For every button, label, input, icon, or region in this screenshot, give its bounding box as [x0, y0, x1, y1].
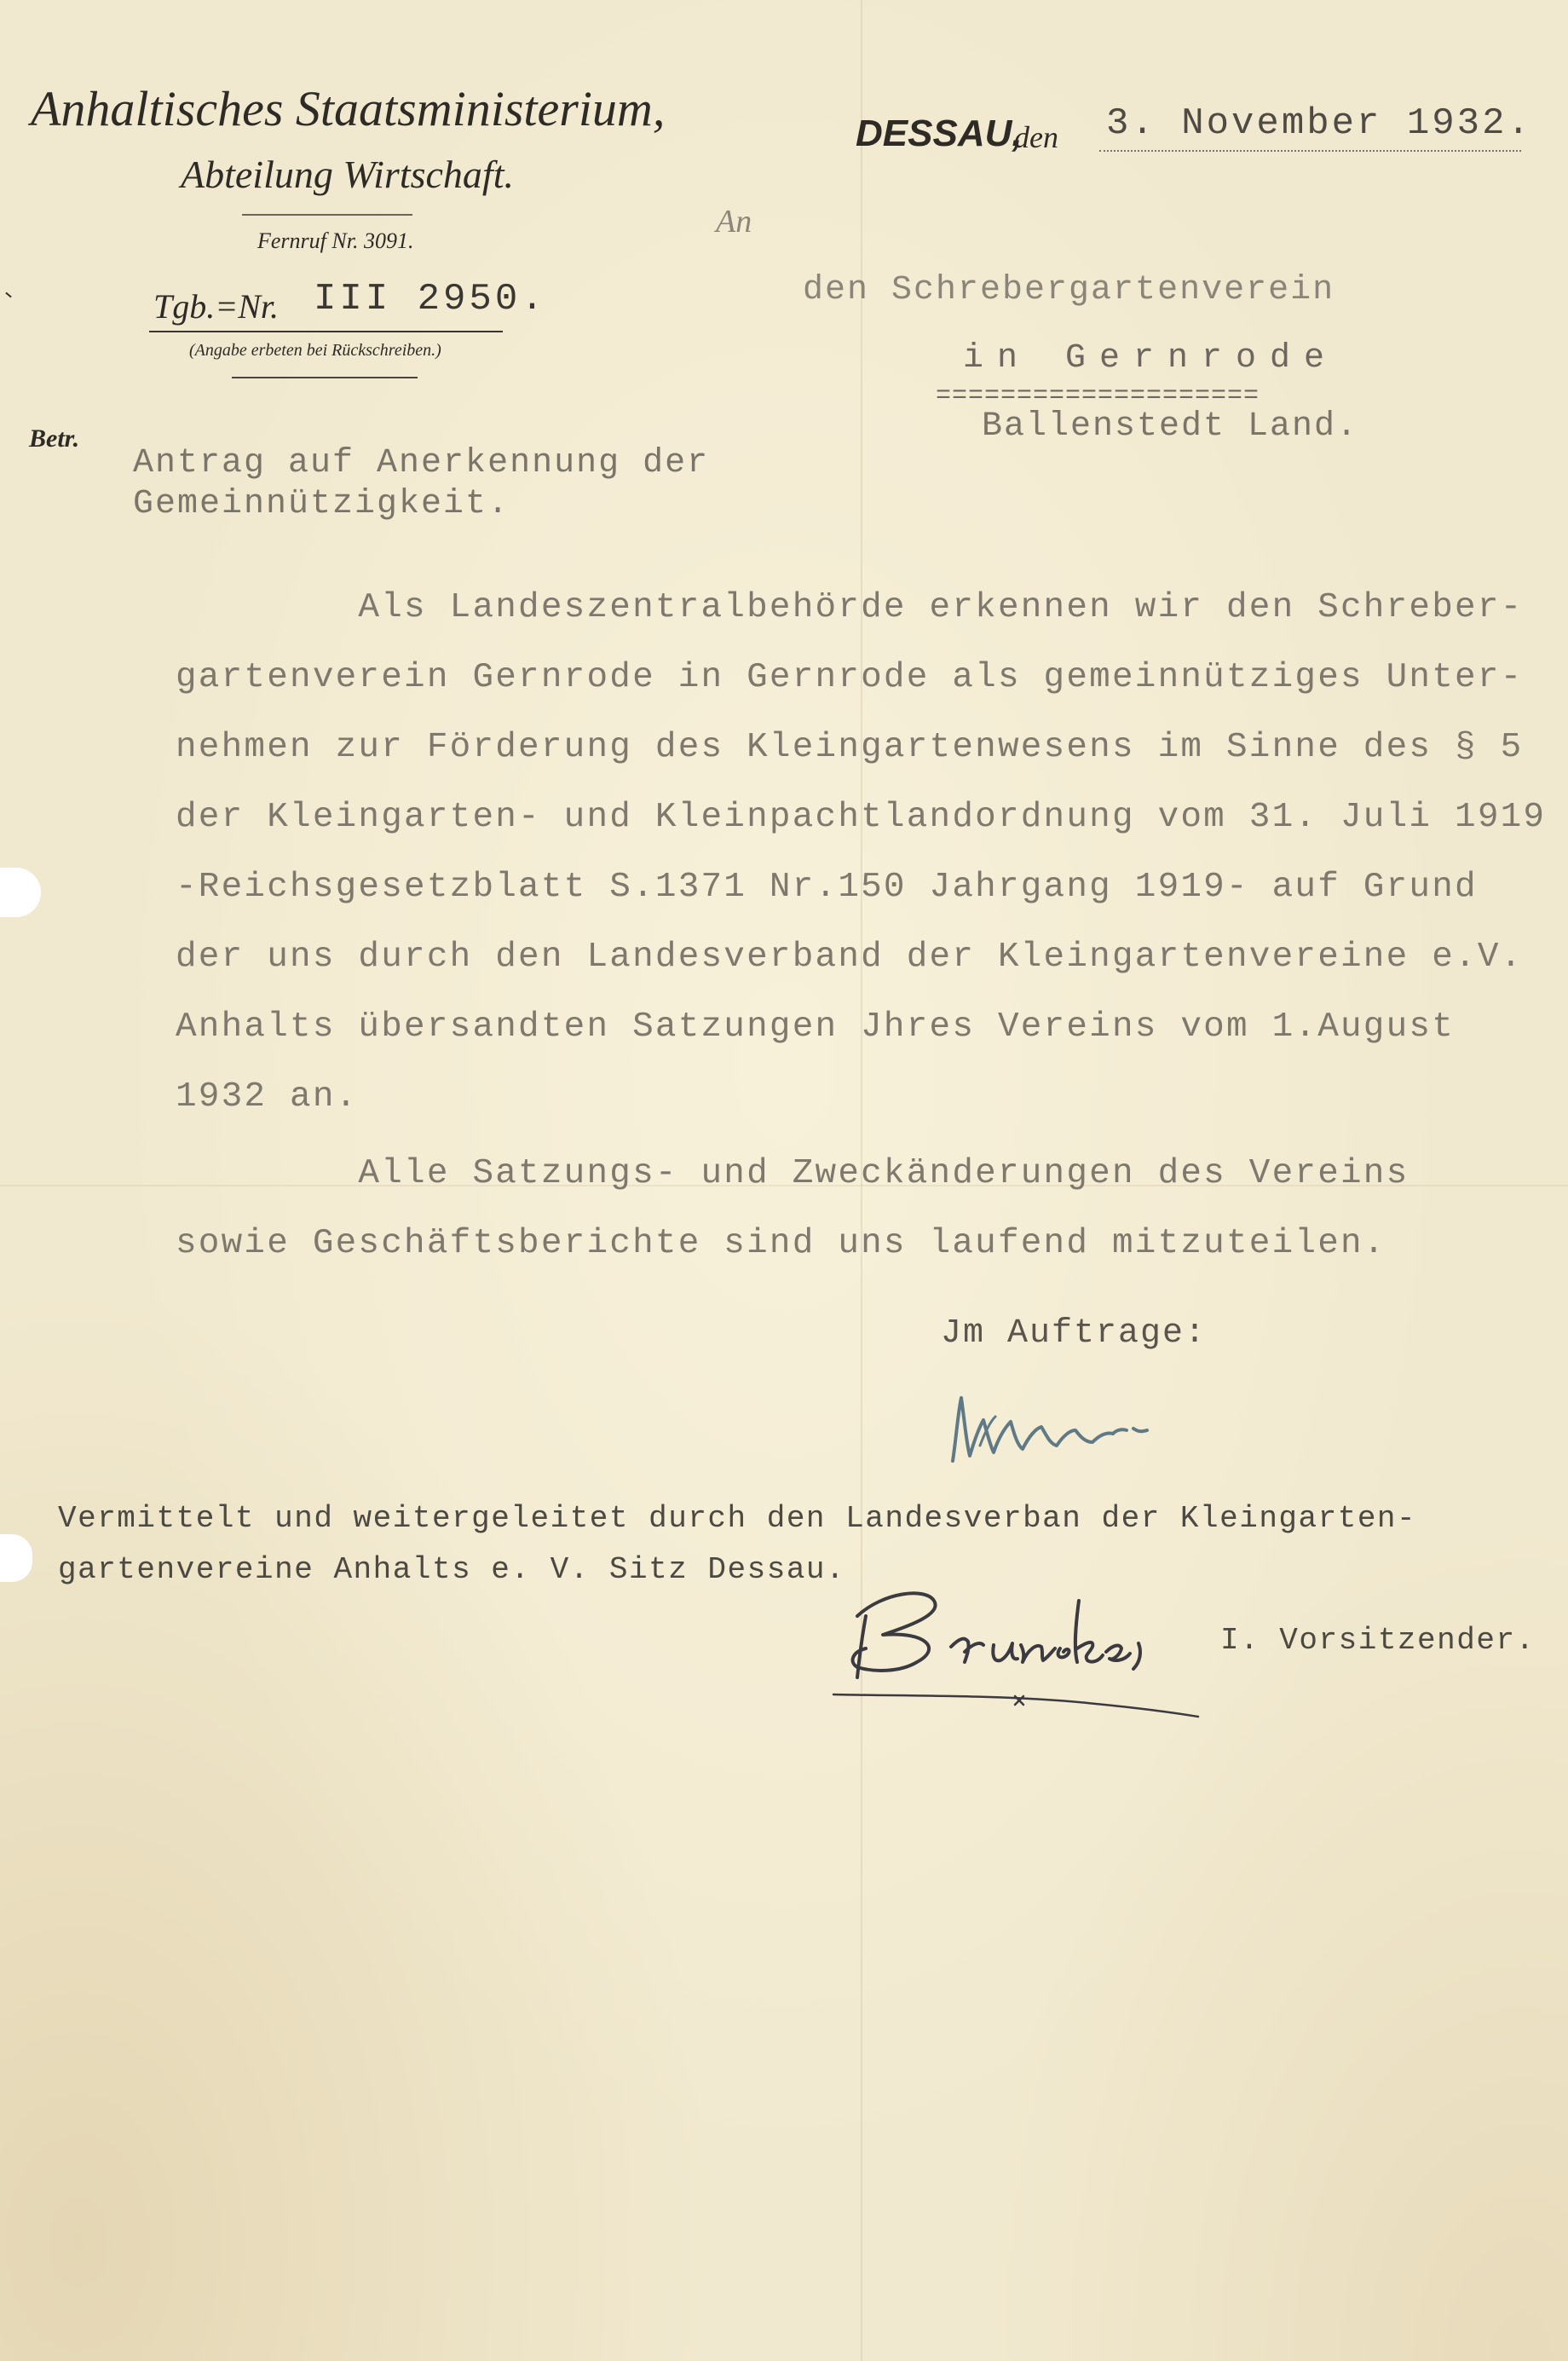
- body-paragraph-2: Alle Satzungs- und Zweckänderungen des Vereins sowie Geschäftsberichte sind uns laufend mitzuteilen.: [176, 1154, 1409, 1263]
- letter-date: 3. November 1932.: [1106, 102, 1532, 145]
- recipient-line-3: Ballenstedt Land.: [982, 407, 1359, 446]
- journal-number-line: [149, 331, 503, 332]
- date-dotted-line: [1099, 150, 1521, 152]
- date-prefix: den: [1014, 120, 1058, 154]
- letterhead-rule-lower: [232, 377, 418, 378]
- ministry-name: Anhaltisches Staatsministerium,: [31, 81, 666, 136]
- official-signature-icon: [946, 1379, 1236, 1473]
- paper-mark: [5, 292, 11, 298]
- torn-edge: [0, 1534, 32, 1582]
- forwarding-note: Vermittelt und weitergeleitet durch den Landesverban der Kleingarten- gartenvereine Anhalts e. V. Sitz Dessau.: [58, 1501, 1417, 1587]
- phone-number: Fernruf Nr. 3091.: [257, 228, 414, 253]
- reply-note: (Angabe erbeten bei Rückschreiben.): [189, 341, 441, 360]
- journal-number-value: III 2950.: [314, 278, 547, 320]
- letterhead-rule: [242, 214, 412, 216]
- subject-label: Betr.: [29, 424, 80, 453]
- recipient-prefix: An: [716, 204, 752, 240]
- subject-text: Antrag auf Anerkennung der Gemeinnützigkeit.: [133, 444, 710, 523]
- closing-phrase: Jm Auftrage:: [941, 1314, 1208, 1353]
- journal-number-label: Tgb.=Nr.: [153, 287, 280, 326]
- body-paragraph-1: Als Landeszentralbehörde erkennen wir den Schreber- gartenverein Gernrode in Gernrode als gemeinnütziges Unter- nehmen zur Förderung des Kleingartenwesens im Sinne des § 5 der Kleingarten- und Kleinpachtlandordnung vom 31. Juli 1919 -Reichsgesetzblatt S.1371 Nr.150 Jahrgang 1919- auf Grund der uns durch den Landesverband der Kleingartenvereine e.V. Anhalts übersandten Satzungen Jhres Vereins vom 1.August 1932 an.: [176, 588, 1547, 1117]
- chairman-title: I. Vorsitzender.: [1220, 1623, 1536, 1658]
- city-name: DESSAU,: [856, 113, 1023, 154]
- punch-hole: [0, 868, 41, 917]
- recipient-line-1: den Schrebergartenverein: [803, 271, 1335, 309]
- recipient-underline: ====================: [936, 382, 1260, 411]
- department-name: Abteilung Wirtschaft.: [181, 153, 514, 196]
- chairman-signature-icon: [832, 1567, 1215, 1737]
- recipient-line-2: in Gernrode: [963, 339, 1339, 378]
